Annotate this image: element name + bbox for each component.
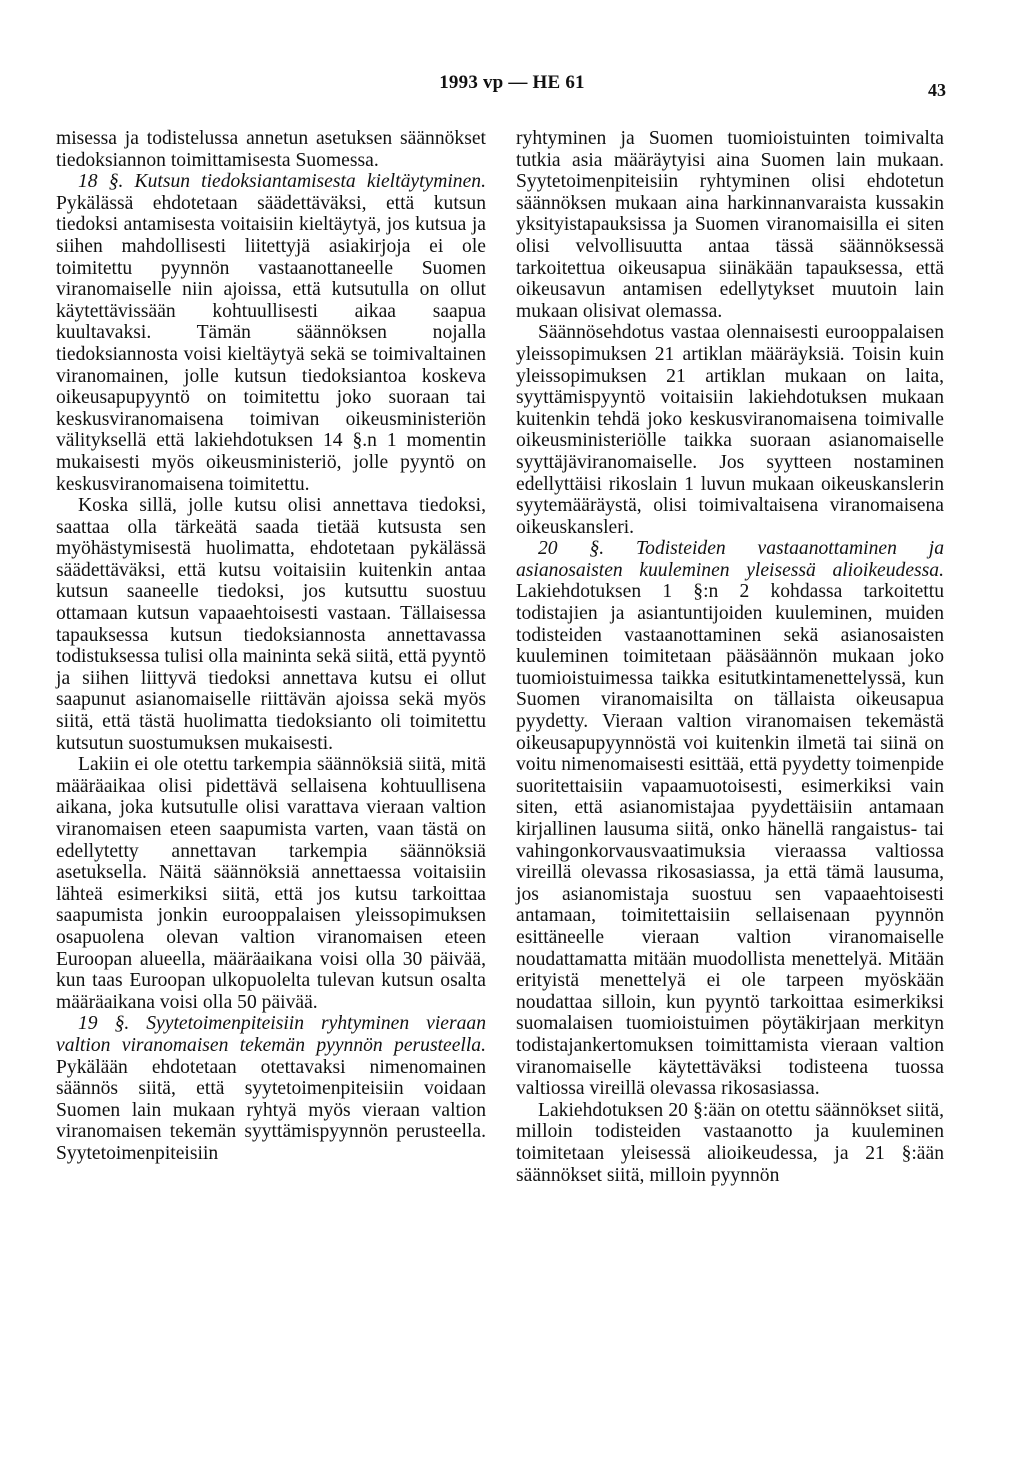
paragraph: misessa ja todistelussa annetun asetuksen säännökset tiedoksiannon toimittamisesta Suomessa. <box>56 128 486 171</box>
section-body: Pykälässä ehdotetaan säädettäväksi, että kutsun tiedoksi antamisesta voitaisiin kieltäytyä, jos kutsua ja siihen mahdollisesti liitettyjä asiakirjoja ei ole toimitettu pyynnön vastaanottaneelle Suomen viranomaiselle niin ajoissa, että kutsutulla on ollut käytettävissään kohtuullisesti aikaa saapua kuultavaksi. Tämän säännöksen nojalla tiedoksiannosta voisi kieltäytyä sekä se toimivaltainen viranomainen, jolle kutsun tiedoksiantoa koskeva oikeusapupyyntö on toimitettu joko suoraan tai keskusviranomaisena toimivan oikeusministeriön välityksellä että lakiehdotuksen 14 §.n 1 momentin mukaisesti myös oikeusministeriö, jolle pyyntö on keskusviranomaisena toimitettu. <box>56 192 486 495</box>
page-header <box>0 72 1024 102</box>
paragraph: Säännösehdotus vastaa olennaisesti eurooppalaisen yleissopimuksen 21 artiklan määräyksiä. Toisin kuin yleissopimuksen 21 artiklan mukaan on laita, syyttämispyyntö voitaisiin lakiehdotuksen mukaan kuitenkin tehdä joko keskusviranomaisena toimivalle oikeusministeriölle taikka suoraan asianomaiselle syyttäjäviranomaiselle. Jos syytteen nostaminen edellyttäisi rikoslain 1 luvun mukaan oikeuskanslerin syytemääräystä, olisi toimivaltaisena viranomaisena oikeuskansleri. <box>516 322 944 538</box>
section-body: Lakiehdotuksen 1 §:n 2 kohdassa tarkoitettu todistajien ja asiantuntijoiden kuuleminen, muiden todisteiden vastaanottaminen sekä asianosaisten kuuleminen toimitetaan pääsäännön mukaan joko tuomioistuimessa taikka esitutkintamenettelyssä, kun Suomen viranomaisilta on tällaista oikeusapua pyydetty. Vieraan valtion viranomaisen tekemästä oikeusapupyynnöstä voi kuitenkin ilmetä tai siinä on voitu nimenomaisesti esittää, että pyydetty toimenpide suoritettaisiin vapaamuotoisesti, esimerkiksi vain siten, että asianomistajaa pyydettäisiin antamaan kirjallinen lausuma siitä, onko hänellä rangaistus- tai vahingonkorvausvaatimuksia vieraassa valtiossa vireillä olevassa rikosasiassa, ja että tämä lausuma, jos asianomistaja suostuu sen vapaaehtoisesti antamaan, toimitettaisiin sellaisenaan pyynnön esittäneelle vieraan valtion viranomaiselle noudattamatta mitään muodollista menettelyä. Mitään erityistä menettelyä ei ole tarpeen myöskään noudattaa silloin, kun pyyntö tarkoittaa esimerkiksi suomalaisen tuomioistuimen pöytäkirjaan merkityn todistajankertomuksen toimittamista vieraan valtion viranomaiselle käytettäväksi todisteena tuossa valtiossa vireillä olevassa rikosasiassa. <box>516 581 944 1100</box>
paragraph: Lakiehdotuksen 20 §:ään on otettu säännökset siitä, milloin todisteiden vastaanotto ja kuuleminen toimitetaan yleisessä alioikeudessa, ja 21 §:ään säännökset siitä, milloin pyynnön <box>516 1099 944 1186</box>
paragraph: Lakiin ei ole otettu tarkempia säännöksiä siitä, mitä määräaikaa olisi pidettävä sellaisena kohtuullisena aikana, joka kutsutulle olisi varattava vieraan valtion viranomaisen eteen saapumista varten, vaan tästä on edellytetty annettavan tarkempia säännöksiä asetuksella. Näitä säännöksiä annettaessa voitaisiin lähteä esimerkiksi siitä, että jos kutsu tarkoittaa saapumista jonkin eurooppalaisen yleissopimuksen osapuolena olevan valtion viranomaisen eteen Euroopan alueella, määräaikana voisi olla 30 päivää, kun taas Euroopan ulkopuolelta tulevan kutsun osalta määräaikana voisi olla 50 päivää. <box>56 754 486 1013</box>
left-column <box>56 128 486 1165</box>
paragraph: ryhtyminen ja Suomen tuomioistuinten toimivalta tutkia asia määräytyisi aina Suomen lain mukaan. Syytetoimenpiteisiin ryhtyminen olisi ehdotetun säännöksen mukaan aina harkinnanvaraista kussakin yksityistapauksissa ja Suomen viranomaisilla ei siten olisi velvollisuutta antaa tässä säännöksessä tarkoitettua oikeusapua siinäkään tapauksessa, että oikeusavun antamisen edellytykset muutoin lain mukaan olisivat olemassa. <box>516 128 944 322</box>
right-column <box>516 128 944 1186</box>
section-body: Pykälään ehdotetaan otettavaksi nimenomainen säännös siitä, että syytetoimenpiteisiin voidaan Suomen lain mukaan ryhtyä myös vieraan valtion viranomaisen tekemän syyttämispyynnön perusteella. Syytetoimenpiteisiin <box>56 1056 486 1164</box>
paragraph: Koska sillä, jolle kutsu olisi annettava tiedoksi, saattaa olla tärkeätä saada tietää kutsusta sen myöhästymisestä huolimatta, ehdotetaan pykälässä säädettäväksi, että kutsu voitaisiin kuitenkin antaa kutsun saaneelle tiedoksi, jos kutsuttu suostuu ottamaan kutsun vapaaehtoisesti vastaan. Tällaisessa tapauksessa kutsun tiedoksiannosta annettavassa todistuksessa tulisi olla maininta sekä siitä, että pyyntö ja siihen liittyvä tiedoksi annettava kutsu ei ollut saapunut asianomaiselle riittävän ajoissa sekä myös siitä, että tästä huolimatta tiedoksianto oli toimitettu kutsutun suostumuksen mukaisesti. <box>56 495 486 754</box>
section-heading: 19 §. Syytetoimenpiteisiin ryhtyminen vieraan valtion viranomaisen tekemän pyynnön perusteella. <box>56 1013 486 1056</box>
running-title: 1993 vp — HE 61 <box>439 72 585 93</box>
section-heading: 20 §. Todisteiden vastaanottaminen ja asianosaisten kuuleminen yleisessä alioikeudessa. <box>516 538 944 581</box>
section-heading: 18 §. Kutsun tiedoksiantamisesta kieltäytyminen. <box>78 171 486 193</box>
page-number: 43 <box>928 80 946 100</box>
section-18-paragraph <box>56 171 486 495</box>
section-19-paragraph <box>56 1013 486 1164</box>
section-20-paragraph <box>516 538 944 1099</box>
